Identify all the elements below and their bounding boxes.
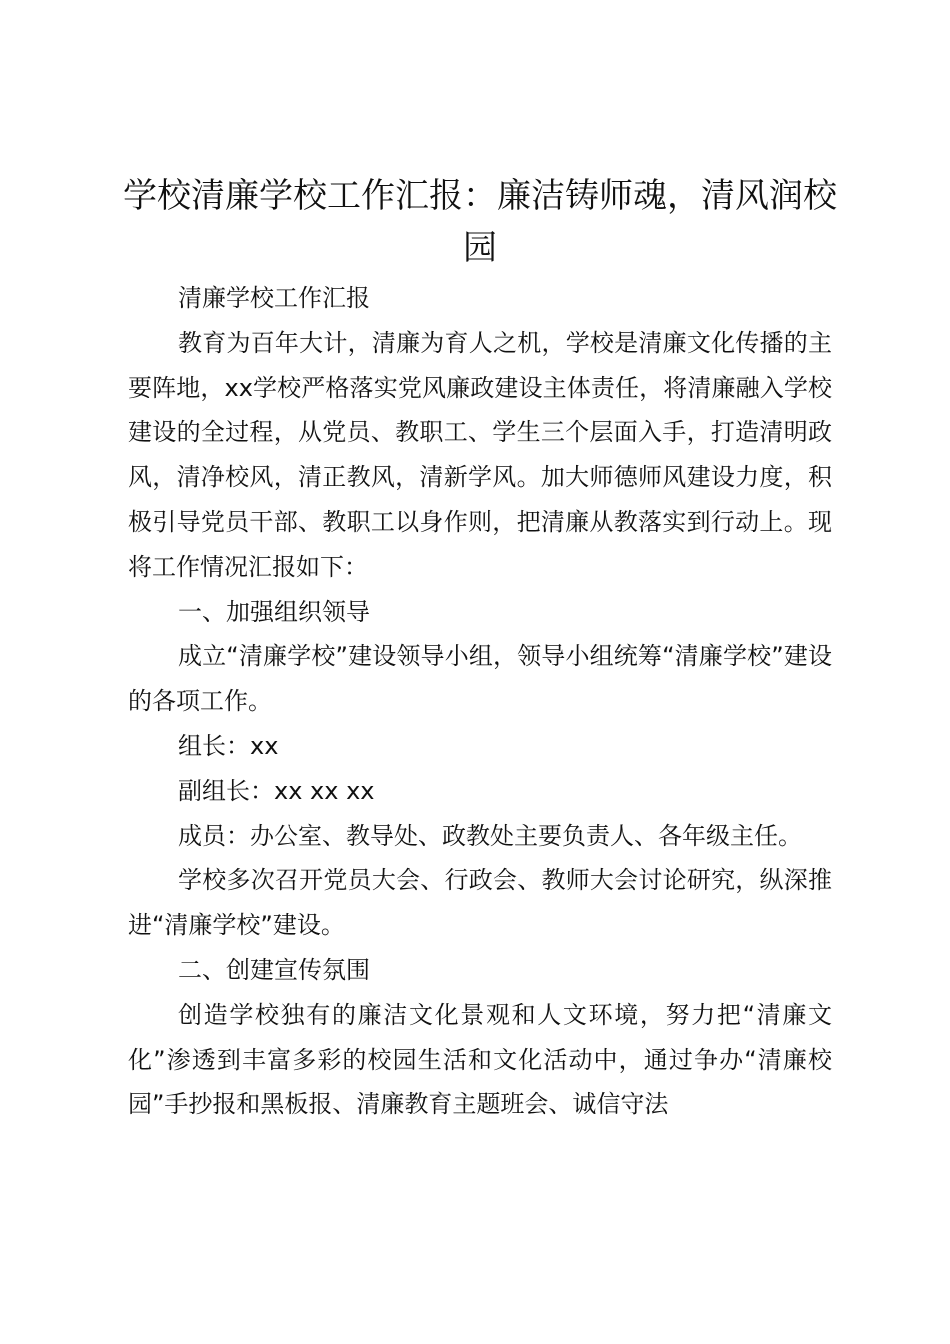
- section-heading-organization: 一、加强组织领导: [178, 597, 370, 626]
- paragraph-culture: 创造学校独有的廉洁文化景观和人文环境，努力把“清廉文化”渗透到丰富多彩的校园生活和文化活动中，通过争办“清廉校园”手抄报和黑板报、清廉教育主题班会、诚信守法: [128, 1000, 832, 1119]
- paragraph-introduction: 教育为百年大计，清廉为育人之机，学校是清廉文化传播的主要阵地，xx学校严格落实党风廉政建设主体责任，将清廉融入学校建设的全过程，从党员、教职工、学生三个层面入手，打造清明政风，清净校风，清正教风，清新学风。加大师德师风建设力度，积极引导党员干部、教职工以身作则，把清廉从教落实到行动上。现将工作情况汇报如下：: [128, 328, 832, 581]
- section-heading-publicity: 二、创建宣传氛围: [178, 955, 370, 984]
- paragraph-group-leader: 组长：xx: [178, 731, 279, 760]
- paragraph-meetings: 学校多次召开党员大会、行政会、教师大会讨论研究，纵深推进“清廉学校”建设。: [128, 866, 832, 940]
- document-body: [128, 276, 832, 1127]
- document-title: 学校清廉学校工作汇报：廉洁铸师魂，清风润校园: [123, 176, 837, 268]
- paragraph-report-heading: 清廉学校工作汇报: [178, 284, 370, 312]
- paragraph-leading-group: 成立“清廉学校”建设领导小组，领导小组统筹“清廉学校”建设的各项工作。: [128, 642, 832, 716]
- paragraph-members: 成员：办公室、教导处、政教处主要负责人、各年级主任。: [178, 821, 802, 850]
- paragraph-deputy-leaders: 副组长：xx xx xx: [178, 776, 375, 805]
